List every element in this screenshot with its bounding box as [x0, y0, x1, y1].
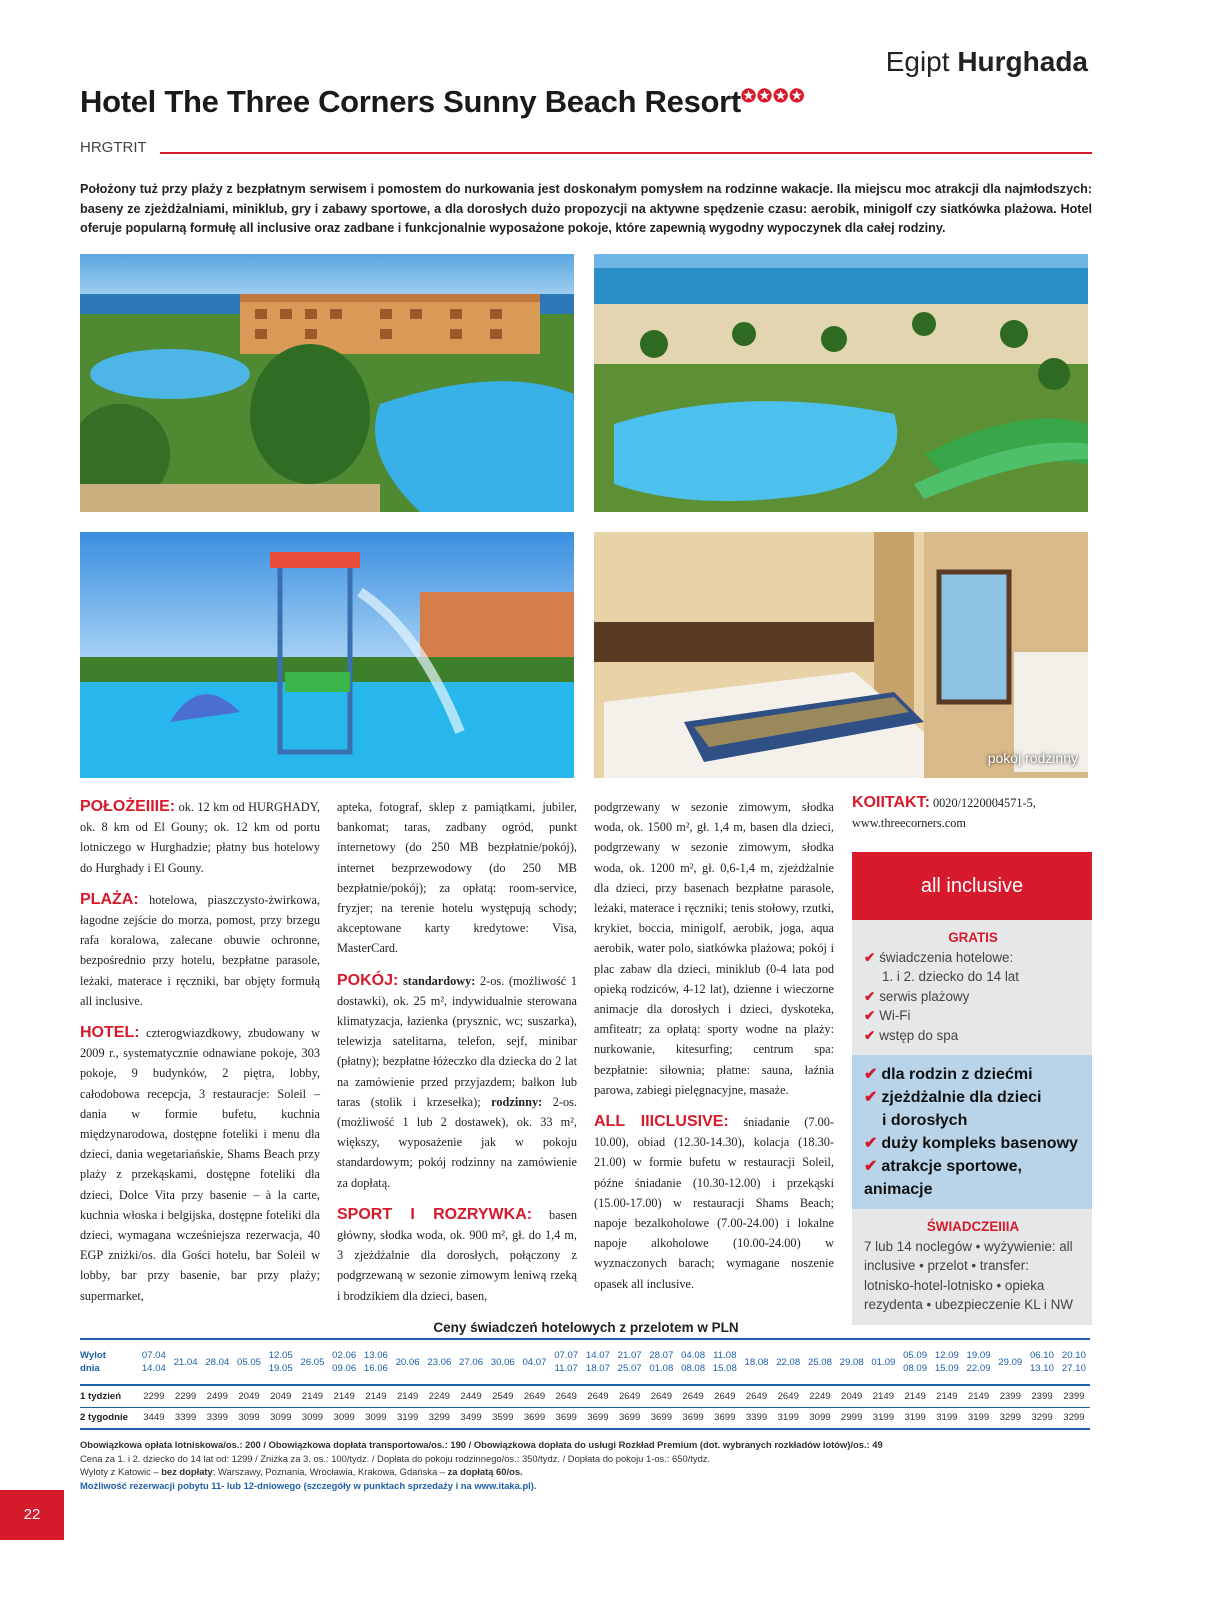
departure-date-cell: 29.09: [994, 1339, 1026, 1385]
all-inclusive-text: śniadanie (7.00-10.00), obiad (12.30-14.30), kolacja (18.30-21.00) w formie bufetu w restauracji Soleil, późne śniadanie (10.30-12.00) i przekąski (15.00-17.00) w restauracji Shams Beach; napoje bezalkoholowe (7.00-24.00) i lokalne napoje alkoholowe (10.00-24.00) w wyznaczonych barach; wymagane noszenie opasek all inclusive.: [594, 1115, 835, 1291]
price-cell: 2649: [741, 1385, 773, 1407]
price-row-1-week: [80, 1385, 1090, 1407]
location-text: ok. 12 km od HURGHADY, ok. 8 km od El Gouny; ok. 12 km od portu lotniczego w Hurghadzie; płatny bus hotelowy do Hurghady i El Gouny.: [80, 800, 320, 875]
price-cell: 3699: [709, 1407, 741, 1429]
all-inclusive-section: [594, 1112, 834, 1294]
hotel-code: HRGTRIT: [80, 139, 147, 156]
price-cell: 2299: [138, 1385, 170, 1407]
departure-date-cell: 20.06: [392, 1339, 424, 1385]
price-cell: 2149: [360, 1385, 392, 1407]
row-label-1-week: 1 tydzień: [80, 1385, 138, 1407]
all-inclusive-heading: ALL IIICLUSIVE:: [594, 1113, 729, 1131]
price-cell: 2149: [963, 1385, 995, 1407]
price-cell: 2049: [265, 1385, 297, 1407]
price-cell: 2649: [550, 1385, 582, 1407]
column-3: [594, 797, 834, 1306]
price-cell: 2549: [487, 1385, 519, 1407]
country-label: Egipt: [885, 46, 950, 77]
location-heading: POŁOŻEIIIE:: [80, 798, 176, 815]
departure-date-cell: 28.04: [201, 1339, 233, 1385]
gratis-list: [852, 920, 1092, 1055]
check-icon: ✔: [864, 1027, 876, 1043]
feature-item: ✔ zjeżdżalnie dla dzieci: [864, 1089, 1042, 1106]
price-cell: 2449: [455, 1385, 487, 1407]
city-label: Hurghada: [957, 46, 1088, 77]
price-cell: 3299: [1026, 1407, 1058, 1429]
check-icon: ✔: [864, 988, 876, 1004]
price-cell: 3299: [423, 1407, 455, 1429]
services-list: [852, 1209, 1092, 1325]
departure-date-cell: 30.06: [487, 1339, 519, 1385]
price-cell: 3099: [265, 1407, 297, 1429]
price-table: [80, 1338, 1090, 1430]
price-cell: 3099: [360, 1407, 392, 1429]
price-cell: 2399: [1026, 1385, 1058, 1407]
price-row-2-weeks: [80, 1407, 1090, 1429]
price-cell: 3199: [963, 1407, 995, 1429]
hotel-title: Hotel The Three Corners Sunny Beach Resort✪✪✪✪: [80, 84, 806, 119]
price-cell: 2149: [899, 1385, 931, 1407]
price-cell: 2499: [201, 1385, 233, 1407]
departure-date-cell: 22.08: [772, 1339, 804, 1385]
price-cell: 3499: [455, 1407, 487, 1429]
price-cell: 2399: [994, 1385, 1026, 1407]
price-cell: 2149: [297, 1385, 329, 1407]
departure-date-cell: 07.07 11.07: [550, 1339, 582, 1385]
price-cell: 2649: [677, 1385, 709, 1407]
price-cell: 2149: [328, 1385, 360, 1407]
services-heading: ŚWIADCZEIIIA: [926, 1219, 1020, 1234]
price-cell: 3099: [328, 1407, 360, 1429]
all-inclusive-box: [852, 852, 1092, 1325]
price-cell: 3199: [931, 1407, 963, 1429]
note-departures: Wyloty z Katowic – bez dopłaty; Warszawy, Poznania, Wrocławia, Krakowa, Gdańska – za dopłatą 60/os.: [80, 1466, 523, 1477]
gratis-item: ✔ serwis plażowy: [864, 988, 970, 1004]
note-booking-link[interactable]: Możliwość rezerwacji pobytu 11- lub 12-dniowego (szczegóły w punktach sprzedaży i na www.itaka.pl).: [80, 1479, 537, 1491]
departure-date-cell: 07.04 14.04: [138, 1339, 170, 1385]
price-cell: 3199: [772, 1407, 804, 1429]
departure-date-cell: 14.07 18.07: [582, 1339, 614, 1385]
room-standard-text: 2-os. (możliwość 1 dostawki), ok. 25 m², indywidualnie sterowana klimatyzacja, łazienka (prysznic, wc; suszarka), telewizja satelitarna, telefon, sejf, minibar (płatny); bezpłatne łóżeczko dla dziecka do 2 lat na zamówienie przed przyjazdem; balkon lub taras (stolik i krzesełka);: [337, 973, 577, 1109]
departure-label: Wylot dnia: [80, 1339, 138, 1385]
room-caption: pokój rodzinny: [987, 750, 1078, 766]
photo-hotel-overview: [80, 254, 574, 512]
departure-date-cell: 21.07 25.07: [614, 1339, 646, 1385]
gratis-item: ✔ świadczenia hotelowe:: [864, 949, 1014, 965]
check-icon: ✔: [864, 1089, 878, 1106]
room-family-label: rodzinny:: [491, 1094, 543, 1109]
price-cell: 3699: [582, 1407, 614, 1429]
price-table-title: Ceny świadczeń hotelowych z przelotem w PLN: [433, 1320, 739, 1335]
price-cell: 2649: [709, 1385, 741, 1407]
sport-heading: SPORT I ROZRYWKA:: [337, 1205, 533, 1223]
price-cell: 2999: [836, 1407, 868, 1429]
beach-text: hotelowa, piaszczysto-żwirkowa, łagodne zejście do morza, pomost, przy brzegu rafa koralowa, zalecane obuwie ochronne, bezpośrednio przy hotelu, bezpłatne parasole, leżaki, materace i ręczniki, bar objęty formułą all inclusive.: [80, 892, 321, 1008]
price-cell: 3449: [138, 1407, 170, 1429]
room-standard-label: standardowy:: [402, 973, 476, 988]
check-icon: ✔: [864, 1158, 878, 1175]
price-cell: 3199: [392, 1407, 424, 1429]
location-section: [80, 797, 320, 878]
price-cell: 2299: [170, 1385, 202, 1407]
feature-item: ✔ duży kompleks basenowy: [864, 1135, 1078, 1152]
all-inclusive-badge: all inclusive: [852, 852, 1092, 920]
features-list: [852, 1055, 1092, 1209]
star-rating-icon: ✪✪✪✪: [740, 86, 806, 106]
intro-paragraph: Położony tuż przy plaży z bezpłatnym serwisem i pomostem do nurkowania jest doskonałym pomysłem na rodzinne wakacje. Ila miejscu moc atrakcji dla najmłodszych: baseny ze zjeżdżalniami, miniklub, gry i zabawy sportowe, a dla dorosłych dużo propozycji na aktywne spędzenie czasu: aerobik, minigolf czy siatkówka plażowa. Hotel oferuje popularną formułę all inclusive oraz zadbane i funkcjonalnie wyposażone pokoje, które zapewnią wygodny wypoczynek dla całej rodziny.: [80, 182, 1092, 235]
price-cell: 3699: [646, 1407, 678, 1429]
price-cell: 3099: [804, 1407, 836, 1429]
departure-date-cell: 12.09 15.09: [931, 1339, 963, 1385]
gratis-item: ✔ wstęp do spa: [864, 1027, 959, 1043]
departure-date-cell: 12.05 19.05: [265, 1339, 297, 1385]
hotel-text: czterogwiazdkowy, zbudowany w 2009 r., systematycznie odnawiane pokoje, 303 pokoje, 9 budynków, 2 piętra, lobby, całodobowa recepcja, 3 restauracje: Soleil – dania w formie bufetu, kuchnia międzynarodowa, dostępne foteliki i menu dla dzieci, dania wegetariańskie, Shams Beach przy plaży z przekąskami, dostępne foteliki dla dzieci, Dolce Vita przy basenie – à la carte, kuchnia włoska i belgijska, dostępne foteliki dla dzieci, wymagana wcześniejsza rezerwacja, 40 EGP zniżki/os. dla Gości hotelu, bar Soleil w lobby, bar przy basenie, bar przy plaży; supermarket,: [80, 1026, 320, 1303]
feature-item: ✔ atrakcje sportowe, animacje: [864, 1158, 1022, 1198]
check-icon: ✔: [864, 1066, 878, 1083]
title-divider: [160, 152, 1092, 154]
room-family-text: 2-os. (możliwość 1 lub 2 dostawek), ok. 33 m², większy, wyposażenie jak w pokoju standardowym; pokój rodzinny na zamówienie za dopłatą.: [337, 1094, 578, 1190]
price-cell: 2649: [614, 1385, 646, 1407]
departure-dates-row: [80, 1339, 1090, 1385]
row-label-2-weeks: 2 tygodnie: [80, 1407, 138, 1429]
page-number: 22: [0, 1490, 64, 1540]
departure-date-cell: 19.09 22.09: [963, 1339, 995, 1385]
note-mandatory-fees: Obowiązkowa opłata lotniskowa/os.: 200 / Obowiązkowa dopłata transportowa/os.: 190 / Obowiązkowa dopłata do usługi Rozkład Premium (dot. wybranych rozkładów lotów)/os.: 49: [80, 1439, 883, 1450]
departure-date-cell: 26.05: [297, 1339, 329, 1385]
feature-item-sub: i dorosłych: [882, 1112, 968, 1129]
departure-date-cell: 05.09 08.09: [899, 1339, 931, 1385]
services-text: 7 lub 14 noclegów • wyżywienie: all inclusive • przelot • transfer: lotnisko-hotel-lotnisko • opieka rezydenta • ubezpieczenie KL i NW: [864, 1238, 1073, 1312]
contact-heading: KOIITAKT:: [852, 794, 930, 811]
departure-date-cell: 21.04: [170, 1339, 202, 1385]
price-cell: 2399: [1058, 1385, 1090, 1407]
price-cell: 2149: [868, 1385, 900, 1407]
price-cell: 3399: [201, 1407, 233, 1429]
price-cell: 2149: [392, 1385, 424, 1407]
price-cell: 2149: [931, 1385, 963, 1407]
price-cell: 2049: [836, 1385, 868, 1407]
price-cell: 2249: [804, 1385, 836, 1407]
column-1: [80, 797, 320, 1318]
price-cell: 3699: [677, 1407, 709, 1429]
sport-text: basen główny, słodka woda, ok. 900 m², gł. do 1,4 m, 3 zjeżdżalnie dla dorosłych, połączony z podgrzewaną w sezonie zimowym leniwą rzeką i brodzikiem dla dzieci, basen,: [337, 1207, 577, 1303]
departure-date-cell: 02.06 09.06: [328, 1339, 360, 1385]
hotel-section-continued: apteka, fotograf, sklep z pamiątkami, jubiler, bankomat; taras, zadbany ogród, punkt internetowy (do 250 MB bezpłatnie/pokój), internet bezprzewodowy (do 250 MB bezpłatnie/pokój); za opłatą: room-service, fryzjer; na terenie hotelu występują schody; akceptowane karty kredytowe: Visa, MasterCard.: [337, 800, 577, 956]
photo-family-room: [594, 532, 1088, 778]
price-cell: 2649: [582, 1385, 614, 1407]
price-cell: 3099: [297, 1407, 329, 1429]
feature-item: ✔ dla rodzin z dziećmi: [864, 1066, 1033, 1083]
departure-date-cell: 20.10 27.10: [1058, 1339, 1090, 1385]
price-cell: 3199: [868, 1407, 900, 1429]
check-icon: ✔: [864, 1008, 876, 1023]
departure-date-cell: 25.08: [804, 1339, 836, 1385]
beach-heading: PLAŻA:: [80, 890, 139, 908]
departure-date-cell: 11.08 15.08: [709, 1339, 741, 1385]
price-notes: [80, 1438, 1092, 1492]
sport-section-continued: podgrzewany w sezonie zimowym, słodka woda, ok. 1500 m², gł. 1,4 m, basen dla dzieci, podgrzewany w sezonie zimowym, słodka woda, ok. 1200 m², gł. 0,6-1,4 m, zjeżdżalnie dla dzieci, przy basenach bezpłatne parasole, leżaki, materace i ręczniki; tenis stołowy, rzutki, krykiet, boccia, minigolf, aerobik, joga, aqua aerobik, water polo, siatkówka plażowa; pokój i plac zabaw dla dzieci, miniklub (0-4 lata pod opieką rodziców, 4-12 lat), dzienne i wieczorne animacje dla dorosłych i dzieci, dyskoteka, amfiteatr; za opłatą: sporty wodne na plaży: nurkowanie, kitesurfing; centrum spa: bezpłatnie: siłownia; płatne: sauna, łaźnia parowa, zabiegi pielęgnacyjne, masaże.: [594, 800, 834, 1097]
contact-text: 0020/1220004571-5, www.threecorners.com: [852, 796, 1036, 830]
gratis-item-sub: 1. i 2. dziecko do 14 lat: [882, 969, 1019, 984]
price-cell: 2649: [519, 1385, 551, 1407]
price-cell: 3399: [170, 1407, 202, 1429]
price-cell: 3199: [899, 1407, 931, 1429]
price-cell: 3599: [487, 1407, 519, 1429]
price-cell: 3099: [233, 1407, 265, 1429]
photo-kids-waterpark: [80, 532, 574, 778]
departure-date-cell: 01.09: [868, 1339, 900, 1385]
departure-date-cell: 04.07: [519, 1339, 551, 1385]
departure-date-cell: 18.08: [741, 1339, 773, 1385]
check-icon: ✔: [864, 949, 876, 965]
hotel-heading: HOTEL:: [80, 1024, 140, 1042]
check-icon: ✔: [864, 1135, 878, 1152]
price-cell: 2249: [423, 1385, 455, 1407]
price-cell: 3399: [741, 1407, 773, 1429]
column-2: [337, 797, 577, 1318]
price-cell: 2049: [233, 1385, 265, 1407]
departure-date-cell: 28.07 01.08: [646, 1339, 678, 1385]
price-cell: 3699: [519, 1407, 551, 1429]
price-cell: 3299: [994, 1407, 1026, 1429]
departure-date-cell: 04.08 08.08: [677, 1339, 709, 1385]
price-cell: 3699: [550, 1407, 582, 1429]
beach-section: [80, 890, 320, 1011]
price-cell: 3299: [1058, 1407, 1090, 1429]
note-discounts: Cena za 1. i 2. dziecko do 14 lat od: 1299 / Zniżka za 3. os.: 100/tydz. / Dopłata do pokoju rodzinnego/os.: 350/tydz. / Dopłata do pokoju 1-os.: 650/tydz.: [80, 1452, 711, 1464]
contact-section: [852, 793, 1092, 833]
price-cell: 2649: [646, 1385, 678, 1407]
room-section: [337, 971, 577, 1193]
departure-date-cell: 06.10 13.10: [1026, 1339, 1058, 1385]
departure-date-cell: 13.06 16.06: [360, 1339, 392, 1385]
photo-pools-beach: [594, 254, 1088, 512]
destination-heading: [886, 46, 1088, 78]
price-cell: 2649: [772, 1385, 804, 1407]
room-heading: POKÓJ:: [337, 971, 399, 989]
departure-date-cell: 23.06: [423, 1339, 455, 1385]
gratis-heading: GRATIS: [948, 930, 998, 945]
departure-date-cell: 27.06: [455, 1339, 487, 1385]
hotel-section: [80, 1023, 320, 1306]
price-cell: 3699: [614, 1407, 646, 1429]
gratis-item: ✔ Wi-Fi: [864, 1008, 911, 1023]
sport-section: [337, 1205, 577, 1306]
departure-date-cell: 29.08: [836, 1339, 868, 1385]
departure-date-cell: 05.05: [233, 1339, 265, 1385]
